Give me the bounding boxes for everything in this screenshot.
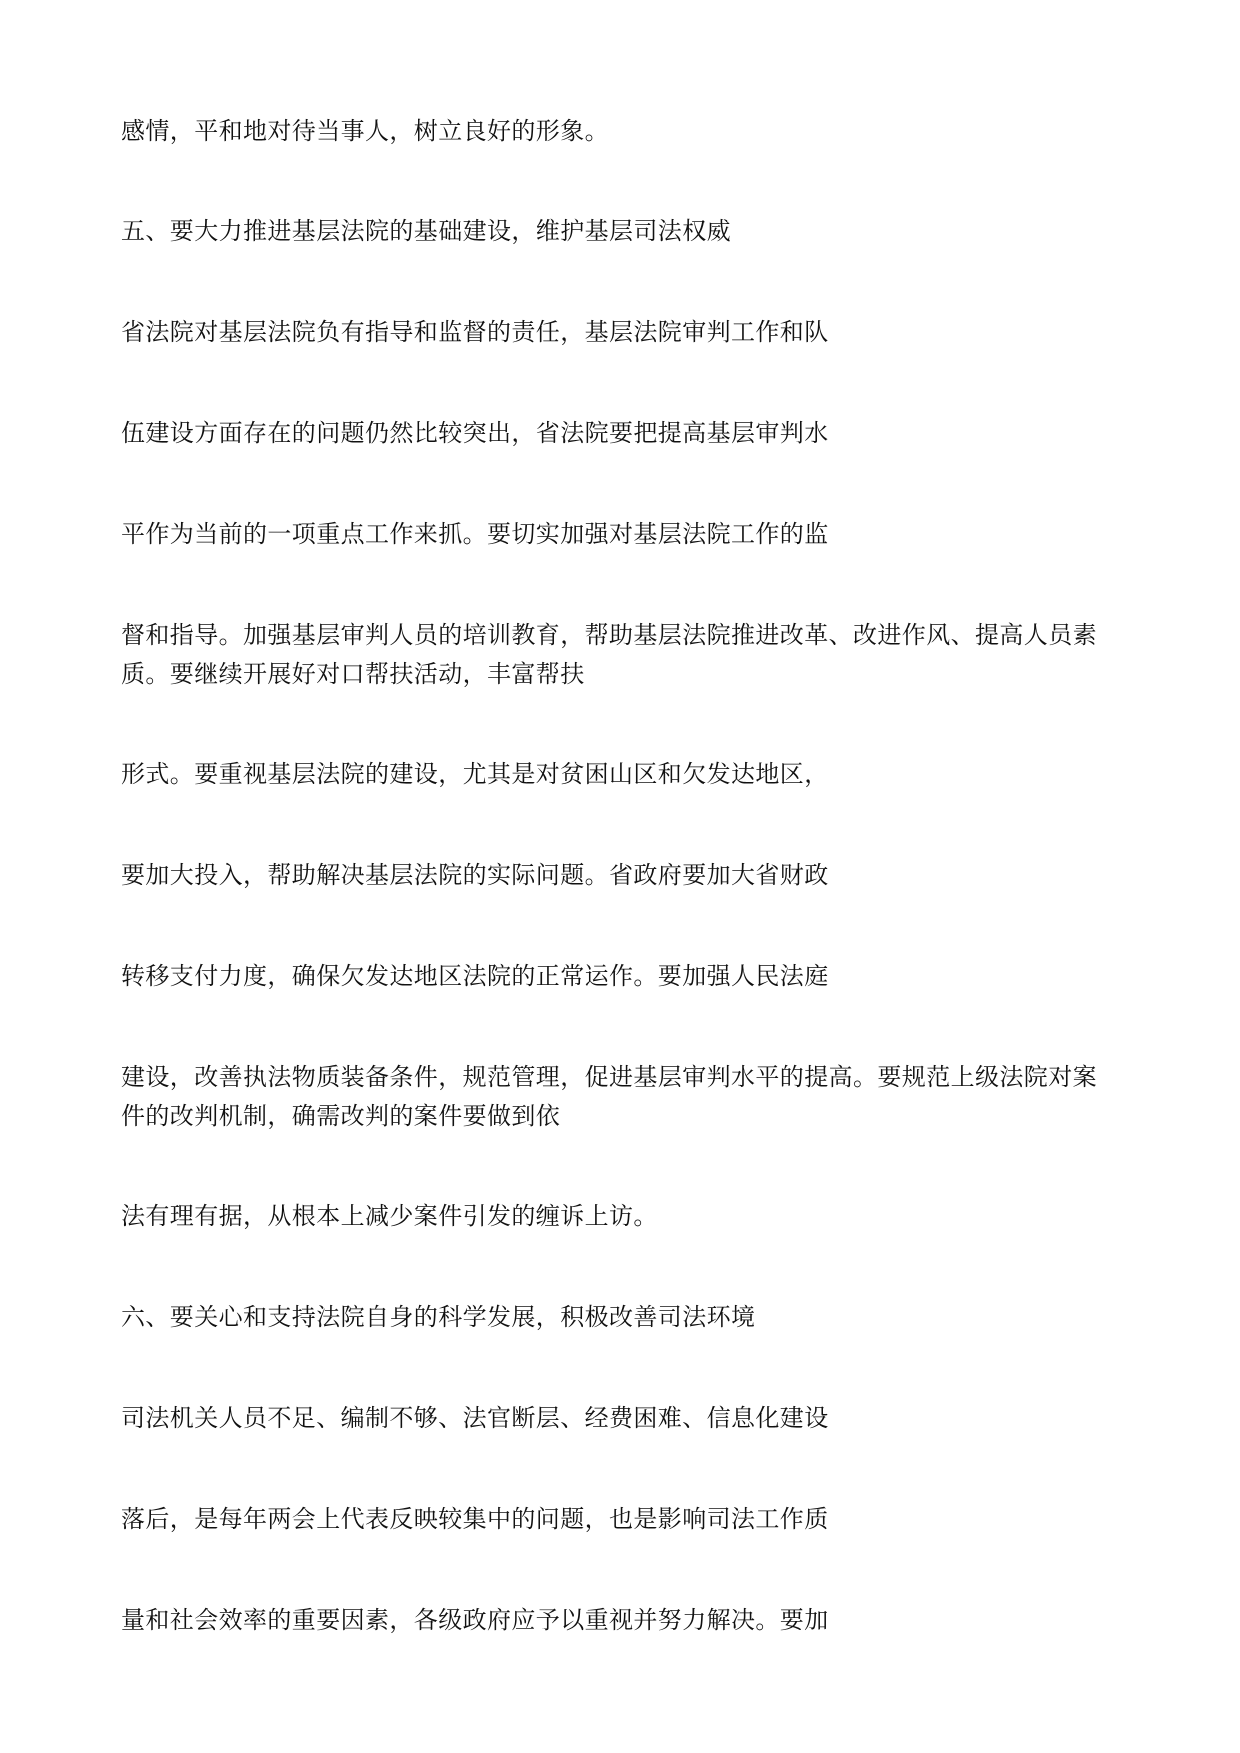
text-line: 伍建设方面存在的问题仍然比较突出，省法院要把提高基层审判水 xyxy=(121,419,829,447)
text-line: 质。要继续开展好对口帮扶活动，丰富帮扶 xyxy=(121,660,585,688)
text-line: 落后，是每年两会上代表反映较集中的问题，也是影响司法工作质 xyxy=(121,1505,829,1533)
text-line: 督和指导。加强基层审判人员的培训教育，帮助基层法院推进改革、改进作风、提高人员素 xyxy=(121,621,1097,649)
text-line: 建设，改善执法物质装备条件，规范管理，促进基层审判水平的提高。要规范上级法院对案 xyxy=(121,1063,1097,1091)
section-heading: 六、要关心和支持法院自身的科学发展，积极改善司法环境 xyxy=(121,1303,756,1331)
text-line: 省法院对基层法院负有指导和监督的责任，基层法院审判工作和队 xyxy=(121,318,829,346)
text-line: 平作为当前的一项重点工作来抓。要切实加强对基层法院工作的监 xyxy=(121,520,829,548)
text-line: 量和社会效率的重要因素，各级政府应予以重视并努力解决。要加 xyxy=(121,1606,829,1634)
text-line: 形式。要重视基层法院的建设，尤其是对贫困山区和欠发达地区， xyxy=(121,760,829,788)
text-line: 司法机关人员不足、编制不够、法官断层、经费困难、信息化建设 xyxy=(121,1404,829,1432)
text-line: 要加大投入，帮助解决基层法院的实际问题。省政府要加大省财政 xyxy=(121,861,829,889)
text-line: 法有理有据，从根本上减少案件引发的缠诉上访。 xyxy=(121,1202,658,1230)
text-line: 转移支付力度，确保欠发达地区法院的正常运作。要加强人民法庭 xyxy=(121,962,829,990)
text-line: 件的改判机制，确需改判的案件要做到依 xyxy=(121,1102,561,1130)
text-line: 感情，平和地对待当事人，树立良好的形象。 xyxy=(121,117,609,145)
section-heading: 五、要大力推进基层法院的基础建设，维护基层司法权威 xyxy=(121,217,731,245)
